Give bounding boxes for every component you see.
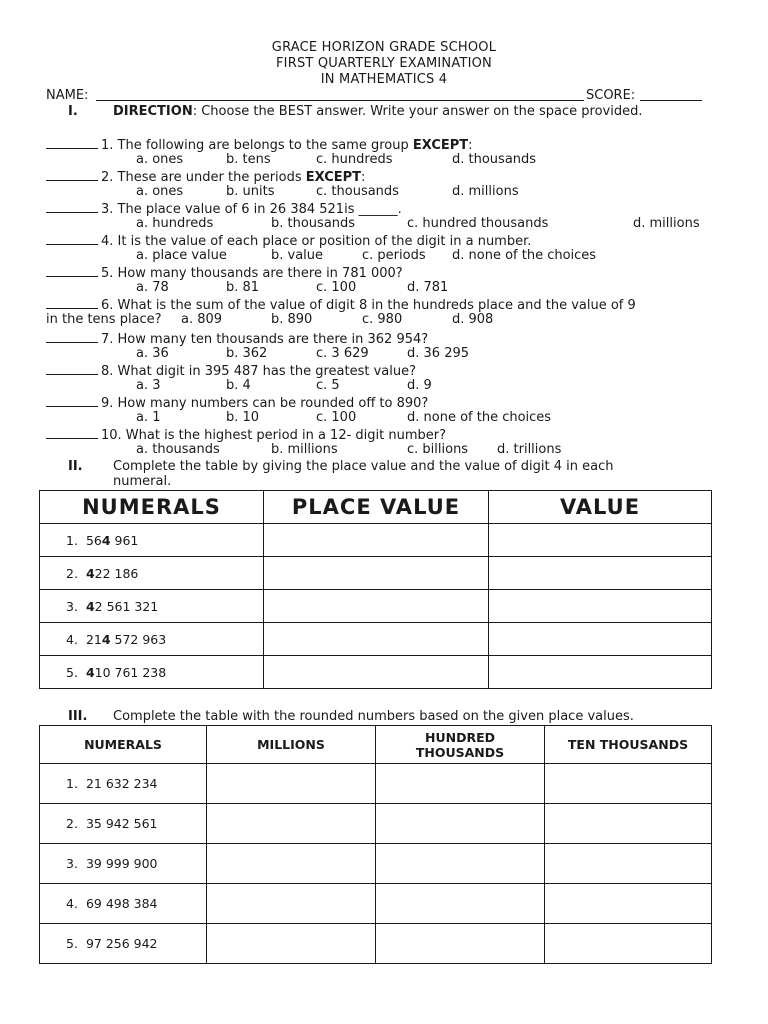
- row-number: 4.: [66, 631, 78, 647]
- question-text: 4. It is the value of each place or position of the digit in a number.: [101, 234, 532, 249]
- ten-thousands-header: TEN THOUSANDS: [545, 726, 712, 764]
- direction-text: : Choose the BEST answer. Write your answer on the space provided.: [192, 104, 643, 119]
- row-number: 5.: [66, 936, 78, 951]
- choice-a: a. place value: [136, 248, 227, 263]
- hundred-thousands-answer-cell[interactable]: [376, 884, 545, 924]
- choice-b: b. tens: [226, 152, 271, 167]
- name-label: NAME:: [46, 88, 89, 103]
- choice-a: a. thousands: [136, 442, 220, 457]
- highlighted-digit: 4: [85, 664, 95, 680]
- row-number: 5.: [66, 664, 78, 680]
- choice-d: d. millions: [452, 184, 519, 199]
- numeral-suffix: 10 761 238: [94, 664, 167, 680]
- choice-c: c. thousands: [316, 184, 399, 199]
- rounding-table: [39, 725, 712, 964]
- highlighted-digit: 4: [101, 532, 111, 548]
- answer-blank[interactable]: [46, 232, 98, 245]
- answer-blank[interactable]: [46, 330, 98, 343]
- question-text: 7. How many ten thousands are there in 362 954?: [101, 332, 429, 347]
- hundred-thousands-answer-cell[interactable]: [376, 804, 545, 844]
- hundred-thousands-answer-cell[interactable]: [376, 924, 545, 964]
- table-row: [40, 764, 712, 804]
- table-row: [40, 590, 712, 623]
- place-value-header: PLACE VALUE: [264, 491, 489, 524]
- row-number: 1.: [66, 776, 78, 791]
- answer-blank[interactable]: [46, 168, 98, 181]
- question-text: 6. What is the sum of the value of digit 8 in the hundreds place and the value of 9: [101, 298, 636, 313]
- answer-blank[interactable]: [46, 426, 98, 439]
- row-number: 1.: [66, 532, 78, 548]
- choice-c: c. 980: [362, 312, 403, 327]
- millions-answer-cell[interactable]: [207, 844, 376, 884]
- choice-d: d. trillions: [497, 442, 562, 457]
- choice-c: c. 100: [316, 410, 357, 425]
- choice-d: d. thousands: [452, 152, 537, 167]
- choice-b: b. 890: [271, 312, 313, 327]
- numeral-value: 21 632 234: [85, 776, 158, 791]
- question-punct: :: [361, 170, 366, 185]
- part3-instruction: Complete the table with the rounded numbers based on the given place values.: [113, 709, 634, 724]
- numeral-suffix: 2 561 321: [94, 598, 159, 614]
- score-field[interactable]: [640, 88, 702, 101]
- choice-b: b. 10: [226, 410, 260, 425]
- question-text: 10. What is the highest period in a 12- digit number?: [101, 428, 447, 443]
- value-answer-cell[interactable]: [489, 623, 712, 656]
- millions-answer-cell[interactable]: [207, 764, 376, 804]
- table-row: [40, 884, 712, 924]
- table-header-row: [40, 726, 712, 764]
- choice-b: b. 4: [226, 378, 251, 393]
- numeral-cell: [40, 844, 207, 884]
- part2-instruction-line1: Complete the table by giving the place value and the value of digit 4 in each: [113, 459, 614, 474]
- choice-c: c. billions: [407, 442, 469, 457]
- hundred-thousands-answer-cell[interactable]: [376, 844, 545, 884]
- numeral-cell: [40, 590, 264, 623]
- place-value-answer-cell[interactable]: [264, 623, 489, 656]
- hundred-thousands-header-line1: HUNDRED: [425, 729, 495, 745]
- numerals-header: NUMERALS: [40, 491, 264, 524]
- choice-a: a. 78: [136, 280, 169, 295]
- choice-c: c. periods: [362, 248, 426, 263]
- choice-d: d. millions: [633, 216, 700, 231]
- answer-blank[interactable]: [46, 296, 98, 309]
- row-number: 4.: [66, 896, 78, 911]
- hundred-thousands-header-line2: THOUSANDS: [415, 744, 505, 760]
- part1-numeral: I.: [68, 104, 78, 119]
- part1-direction: [113, 104, 642, 119]
- choice-a: a. 3: [136, 378, 161, 393]
- answer-blank[interactable]: [46, 136, 98, 149]
- answer-blank[interactable]: [46, 264, 98, 277]
- hundred-thousands-header: [376, 726, 545, 764]
- choice-a: a. ones: [136, 184, 184, 199]
- choice-a: a. hundreds: [136, 216, 214, 231]
- place-value-answer-cell[interactable]: [264, 557, 489, 590]
- score-label: SCORE:: [586, 88, 636, 103]
- question-emphasis: EXCEPT: [305, 170, 362, 185]
- numeral-prefix: 56: [85, 532, 102, 548]
- name-field[interactable]: [96, 88, 584, 101]
- numeral-cell: [40, 884, 207, 924]
- numeral-prefix: 21: [85, 631, 102, 647]
- choice-d: d. 908: [452, 312, 494, 327]
- numeral-cell: [40, 623, 264, 656]
- choice-b: b. 362: [226, 346, 268, 361]
- value-answer-cell[interactable]: [489, 557, 712, 590]
- part2-numeral: II.: [68, 459, 83, 474]
- numeral-suffix: 961: [110, 532, 139, 548]
- direction-label: DIRECTION: [113, 104, 193, 119]
- numeral-cell: [40, 804, 207, 844]
- choice-d: d. 36 295: [407, 346, 470, 361]
- question-text: 8. What digit in 395 487 has the greatest value?: [101, 364, 417, 379]
- numeral-value: 39 999 900: [85, 856, 158, 871]
- highlighted-digit: 4: [101, 631, 111, 647]
- question-emphasis: EXCEPT: [412, 138, 469, 153]
- place-value-answer-cell[interactable]: [264, 656, 489, 689]
- numeral-cell: [40, 924, 207, 964]
- numeral-cell: [40, 524, 264, 557]
- question-10: [46, 426, 446, 444]
- exam-title: FIRST QUARTERLY EXAMINATION: [276, 56, 492, 71]
- value-answer-cell[interactable]: [489, 656, 712, 689]
- highlighted-digit: 4: [85, 565, 95, 581]
- answer-blank[interactable]: [46, 362, 98, 375]
- school-name: GRACE HORIZON GRADE SCHOOL: [271, 40, 497, 55]
- numeral-suffix: 22 186: [94, 565, 139, 581]
- question-text: 3. The place value of 6 in 26 384 521is ______.: [101, 202, 402, 217]
- place-value-table: [39, 490, 712, 689]
- numeral-value: 35 942 561: [85, 816, 158, 831]
- table-row: [40, 623, 712, 656]
- exam-subject: IN MATHEMATICS 4: [320, 72, 448, 87]
- numeral-cell: [40, 557, 264, 590]
- part3-numeral: III.: [68, 709, 88, 724]
- part2-instruction-line2: numeral.: [113, 474, 172, 489]
- highlighted-digit: 4: [85, 598, 95, 614]
- numerals-header: NUMERALS: [40, 726, 207, 764]
- ten-thousands-answer-cell[interactable]: [545, 764, 712, 804]
- numeral-value: 69 498 384: [85, 896, 158, 911]
- table-row: [40, 844, 712, 884]
- choice-a: a. 36: [136, 346, 169, 361]
- question-punct: :: [468, 138, 473, 153]
- numeral-cell: [40, 764, 207, 804]
- question-text: 9. How many numbers can be rounded off to 890?: [101, 396, 429, 411]
- choice-c: c. 3 629: [316, 346, 369, 361]
- choice-a: a. ones: [136, 152, 184, 167]
- choice-a: a. 809: [181, 312, 223, 327]
- ten-thousands-answer-cell[interactable]: [545, 844, 712, 884]
- ten-thousands-answer-cell[interactable]: [545, 924, 712, 964]
- ten-thousands-answer-cell[interactable]: [545, 804, 712, 844]
- millions-answer-cell[interactable]: [207, 884, 376, 924]
- millions-answer-cell[interactable]: [207, 924, 376, 964]
- table-row: [40, 557, 712, 590]
- value-answer-cell[interactable]: [489, 524, 712, 557]
- question-text-line2: in the tens place?: [46, 312, 162, 327]
- question-text: 2. These are under the periods: [101, 170, 306, 185]
- answer-blank[interactable]: [46, 394, 98, 407]
- millions-header: MILLIONS: [207, 726, 376, 764]
- choice-b: b. 81: [226, 280, 260, 295]
- row-number: 2.: [66, 816, 78, 831]
- choice-d: d. 9: [407, 378, 432, 393]
- table-row: [40, 524, 712, 557]
- millions-answer-cell[interactable]: [207, 804, 376, 844]
- question-text: 1. The following are belongs to the same group: [101, 138, 413, 153]
- table-header-row: [40, 491, 712, 524]
- row-number: 3.: [66, 598, 78, 614]
- choice-d: d. 781: [407, 280, 449, 295]
- table-row: [40, 656, 712, 689]
- question-text: 5. How many thousands are there in 781 000?: [101, 266, 403, 281]
- choice-c: c. hundreds: [316, 152, 393, 167]
- answer-blank[interactable]: [46, 200, 98, 213]
- ten-thousands-answer-cell[interactable]: [545, 884, 712, 924]
- choice-b: b. units: [226, 184, 275, 199]
- row-number: 2.: [66, 565, 78, 581]
- choice-d: d. none of the choices: [452, 248, 597, 263]
- choice-a: a. 1: [136, 410, 161, 425]
- value-header: VALUE: [489, 491, 712, 524]
- choice-c: c. 100: [316, 280, 357, 295]
- choice-c: c. hundred thousands: [407, 216, 549, 231]
- numeral-suffix: 572 963: [110, 631, 167, 647]
- numeral-value: 97 256 942: [85, 936, 158, 951]
- choice-c: c. 5: [316, 378, 340, 393]
- row-number: 3.: [66, 856, 78, 871]
- table-row: [40, 924, 712, 964]
- place-value-answer-cell[interactable]: [264, 590, 489, 623]
- value-answer-cell[interactable]: [489, 590, 712, 623]
- table-row: [40, 804, 712, 844]
- place-value-answer-cell[interactable]: [264, 524, 489, 557]
- numeral-cell: [40, 656, 264, 689]
- choice-b: b. millions: [271, 442, 338, 457]
- choice-b: b. value: [271, 248, 324, 263]
- choice-d: d. none of the choices: [407, 410, 552, 425]
- choice-b: b. thousands: [271, 216, 356, 231]
- hundred-thousands-answer-cell[interactable]: [376, 764, 545, 804]
